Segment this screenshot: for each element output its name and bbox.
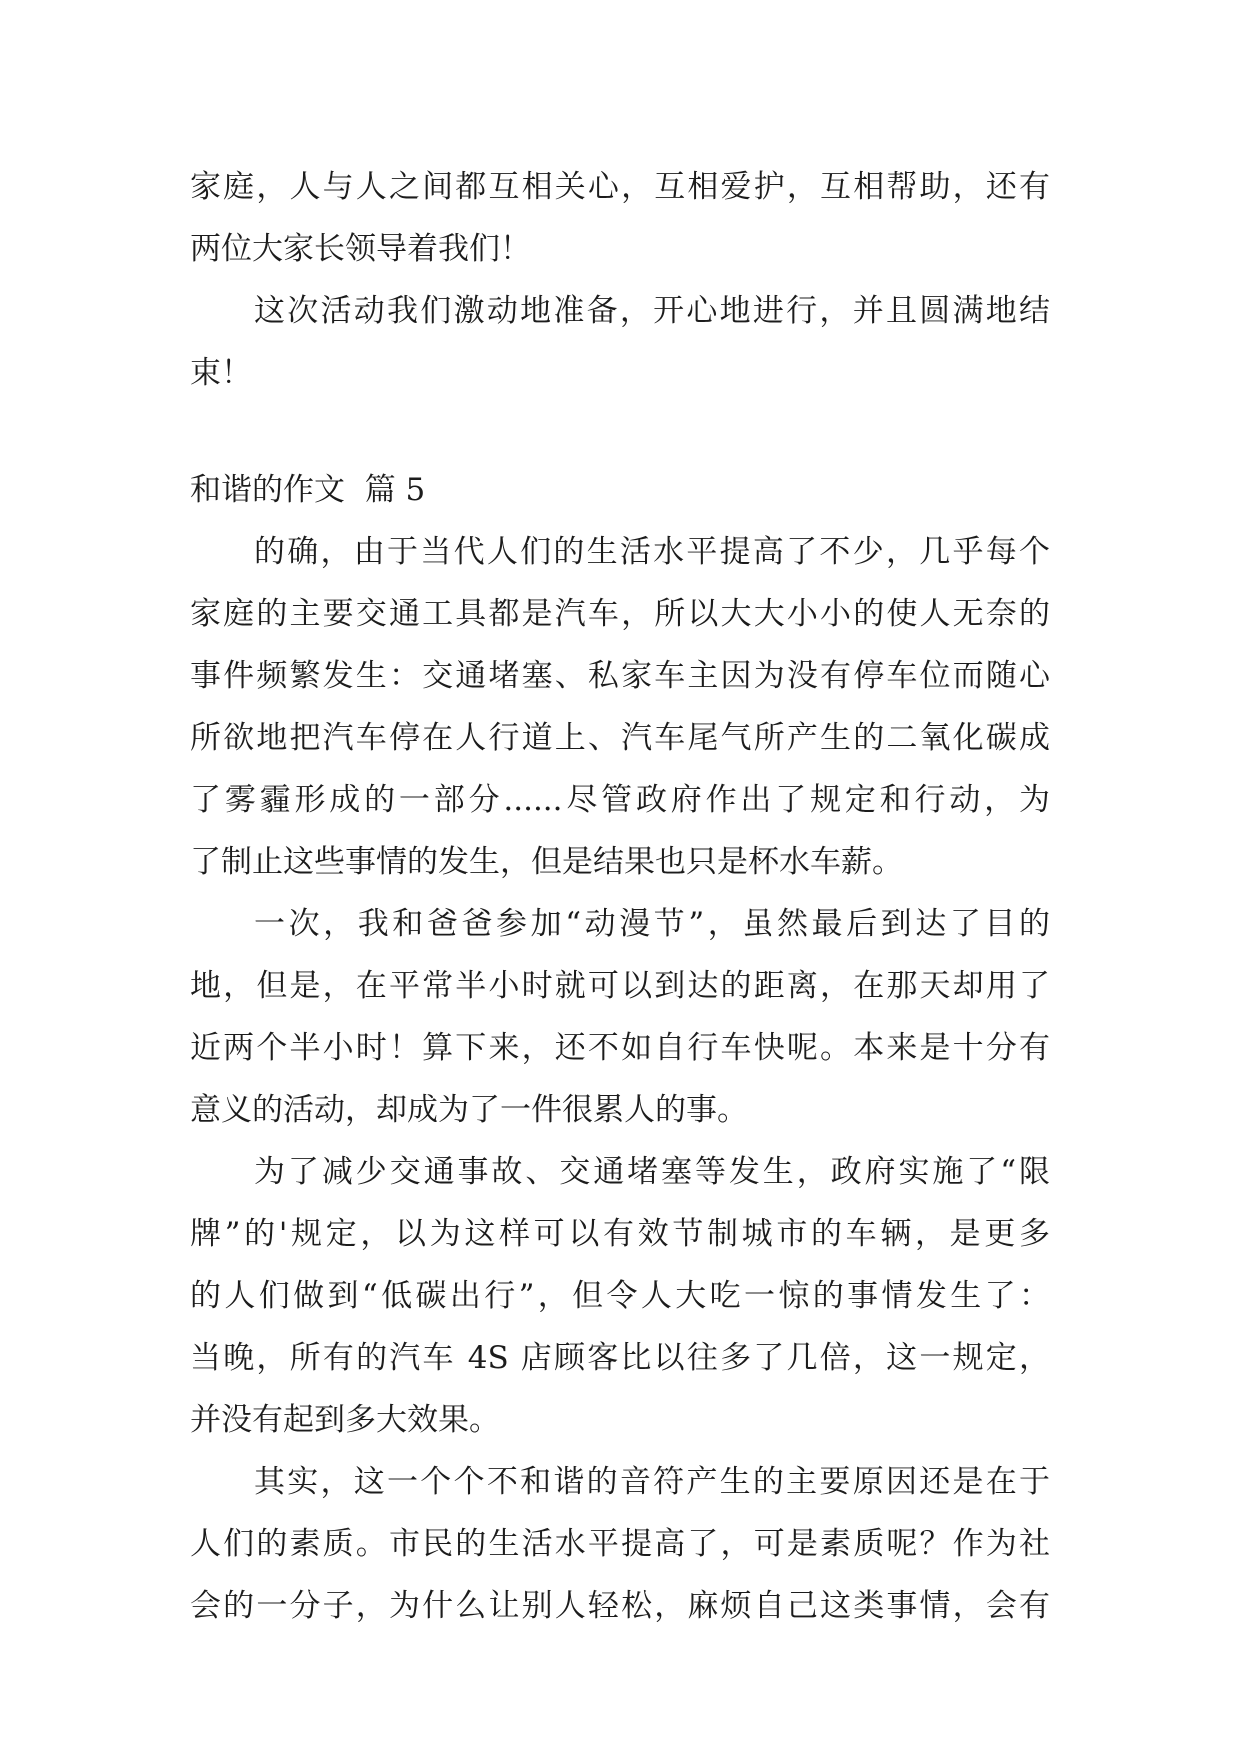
section-gap (190, 404, 1050, 459)
text-line: 的确，由于当代人们的生活水平提高了不少，几乎每个 (254, 534, 1050, 570)
text-line: 牌”的'规定，以为这样可以有效节制城市的车辆，是更多 (190, 1216, 1050, 1252)
paragraph (190, 1451, 1050, 1637)
text-line: 了雾霾形成的一部分......尽管政府作出了规定和行动，为 (190, 782, 1050, 818)
text-line: 两位大家长领导着我们！ (190, 231, 531, 267)
paragraph (190, 280, 1050, 404)
document-page (190, 156, 1050, 1637)
text-line: 近两个半小时！算下来，还不如自行车快呢。本来是十分有 (190, 1030, 1050, 1066)
text-line: 其实，这一个个不和谐的音符产生的主要原因还是在于 (254, 1464, 1050, 1500)
text-line: 会的一分子，为什么让别人轻松，麻烦自己这类事情，会有 (190, 1588, 1050, 1624)
text-line: 意义的活动，却成为了一件很累人的事。 (190, 1092, 748, 1128)
text-line: 家庭的主要交通工具都是汽车，所以大大小小的使人无奈的 (190, 596, 1050, 632)
text-line: 为了减少交通事故、交通堵塞等发生，政府实施了“限 (254, 1154, 1050, 1190)
text-line: 这次活动我们激动地准备，开心地进行，并且圆满地结 (254, 293, 1050, 329)
section-title: 和谐的作文 篇 5 (190, 472, 426, 508)
text-line: 所欲地把汽车停在人行道上、汽车尾气所产生的二氧化碳成 (190, 720, 1050, 756)
paragraph (190, 1141, 1050, 1451)
text-line: 家庭，人与人之间都互相关心，互相爱护，互相帮助，还有 (190, 169, 1050, 205)
text-line: 人们的素质。市民的生活水平提高了，可是素质呢？作为社 (190, 1526, 1050, 1562)
text-line: 地，但是，在平常半小时就可以到达的距离，在那天却用了 (190, 968, 1050, 1004)
text-line: 并没有起到多大效果。 (190, 1402, 500, 1438)
paragraph (190, 893, 1050, 1141)
paragraph (190, 521, 1050, 893)
text-line: 束！ (190, 355, 252, 391)
text-line: 了制止这些事情的发生，但是结果也只是杯水车薪。 (190, 844, 903, 880)
text-line: 的人们做到“低碳出行”，但令人大吃一惊的事情发生了： (190, 1278, 1050, 1314)
text-line: 事件频繁发生：交通堵塞、私家车主因为没有停车位而随心 (190, 658, 1050, 694)
text-line: 一次，我和爸爸参加“动漫节”，虽然最后到达了目的 (254, 906, 1050, 942)
paragraph (190, 156, 1050, 280)
text-line: 当晚，所有的汽车 4S 店顾客比以往多了几倍，这一规定， (190, 1340, 1050, 1376)
